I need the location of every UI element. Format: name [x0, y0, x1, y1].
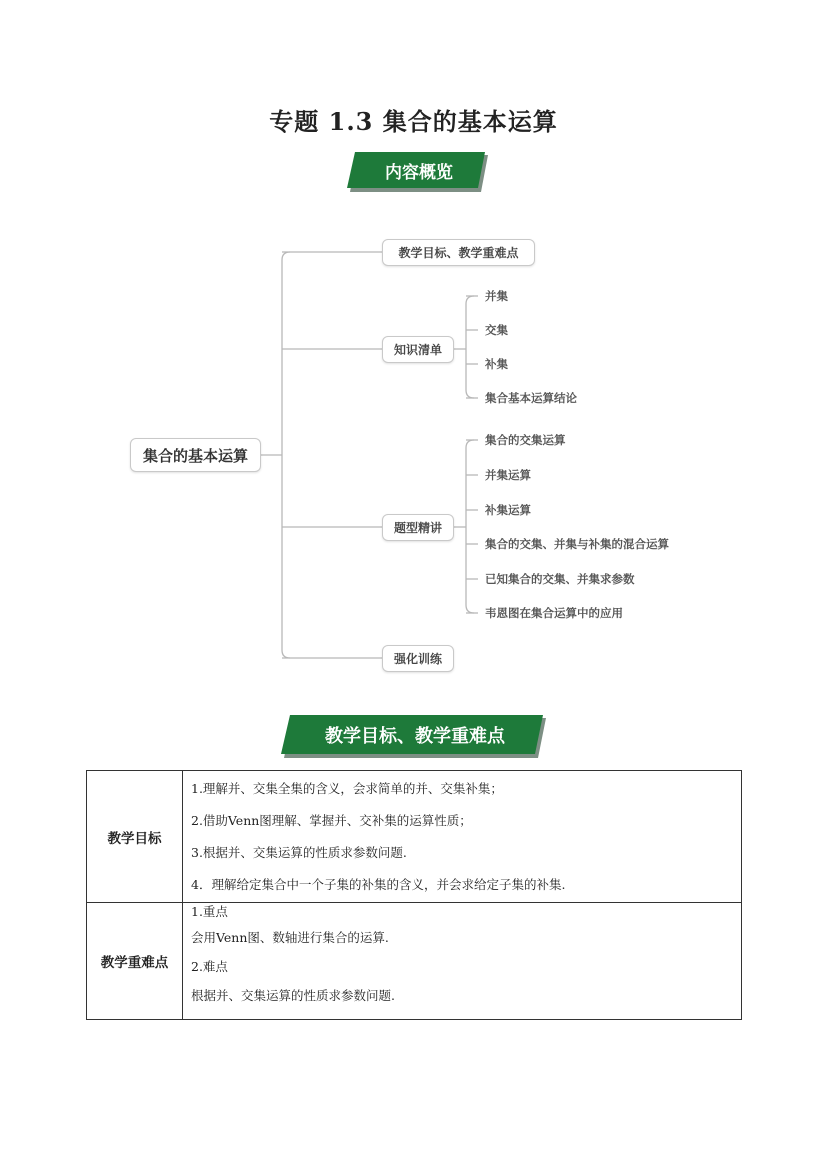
- row-header: 教学目标: [87, 771, 183, 903]
- goal-line: 1.理解并、交集全集的含义，会求简单的并、交集补集；: [191, 781, 503, 796]
- mindmap-leaf: 补集运算: [485, 503, 531, 517]
- row-content: [183, 771, 742, 903]
- mindmap-branch-knowledge: 知识清单: [382, 336, 454, 363]
- table-row: [87, 903, 742, 1020]
- mindmap-branch-goals: 教学目标、教学重难点: [382, 239, 535, 266]
- focus-line: 2.难点: [191, 959, 228, 974]
- mindmap-leaf: 补集: [485, 357, 508, 371]
- goals-banner-label: 教学目标、教学重难点: [325, 725, 505, 747]
- focus-line: 会用Venn图、数轴进行集合的运算.: [191, 930, 389, 945]
- goal-line: 4．理解给定集合中一个子集的补集的含义，并会求给定子集的补集.: [191, 877, 566, 892]
- mindmap-leaf: 并集: [485, 289, 508, 303]
- mindmap-leaf: 韦恩图在集合运算中的应用: [485, 606, 623, 620]
- mindmap-root-node: 集合的基本运算: [130, 438, 261, 472]
- focus-line: 1.重点: [191, 904, 228, 919]
- mindmap-leaf: 集合的交集运算: [485, 433, 566, 447]
- mindmap-branch-training: 强化训练: [382, 645, 454, 672]
- mindmap-leaf: 集合的交集、并集与补集的混合运算: [485, 537, 669, 551]
- focus-line: 根据并、交集运算的性质求参数问题.: [191, 988, 395, 1003]
- row-content: [183, 903, 742, 1020]
- goals-banner: [281, 715, 549, 760]
- goal-line: 2.借助Venn图理解、掌握并、交补集的运算性质；: [191, 813, 472, 828]
- goal-line: 3.根据并、交集运算的性质求参数问题.: [191, 845, 407, 860]
- row-header: 教学重难点: [87, 903, 183, 1020]
- mindmap-leaf: 并集运算: [485, 468, 531, 482]
- page-title: 专题 1.3 集合的基本运算: [269, 107, 558, 136]
- goals-table: [86, 770, 742, 1020]
- table-row: [87, 771, 742, 903]
- mindmap-branch-problem-types: 题型精讲: [382, 514, 454, 541]
- mindmap-leaf: 已知集合的交集、并集求参数: [485, 572, 635, 586]
- mindmap-leaf: 集合基本运算结论: [485, 391, 577, 405]
- mindmap-leaf: 交集: [485, 323, 508, 337]
- overview-banner-label: 内容概览: [385, 162, 453, 183]
